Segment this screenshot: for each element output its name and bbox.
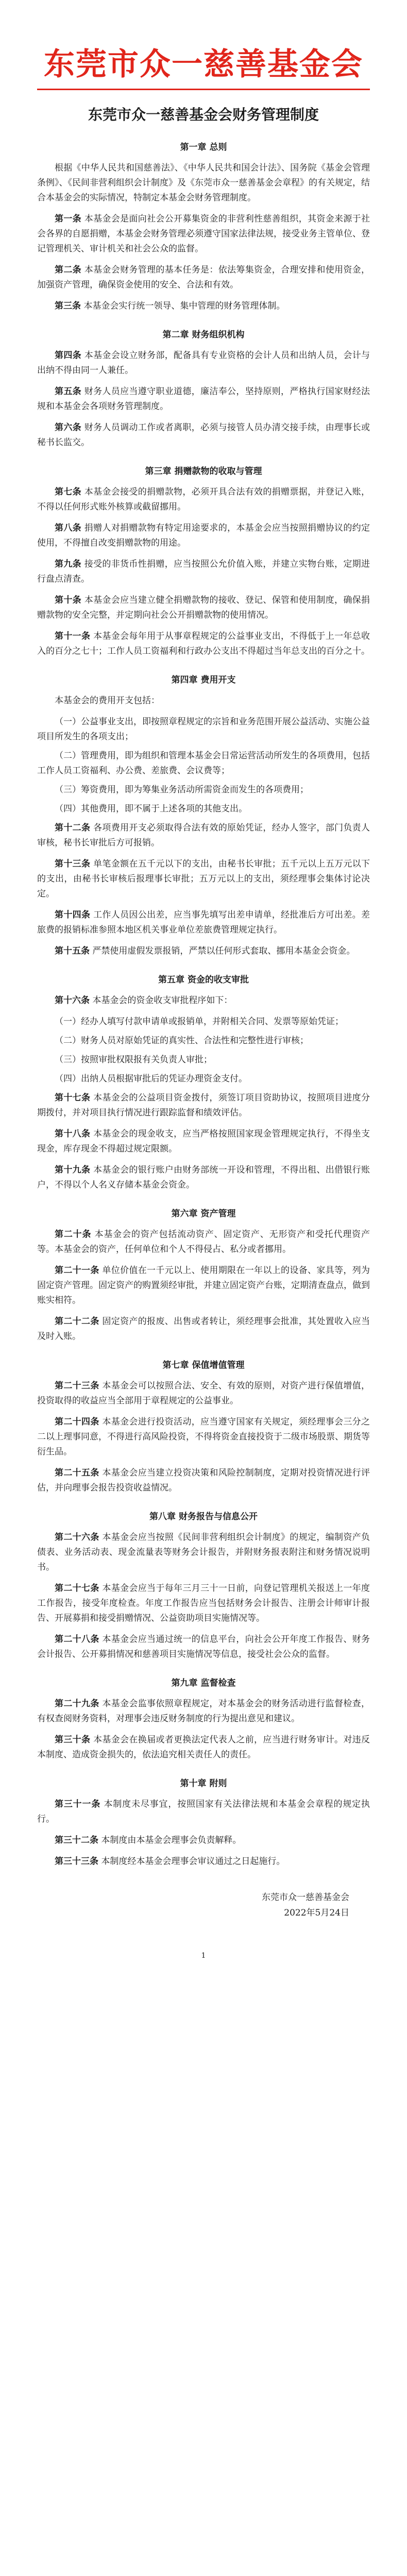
article-number: 第十三条 xyxy=(55,859,91,869)
article-number: 第二十七条 xyxy=(55,1583,99,1594)
paragraph-text: 本基金会财务管理的基本任务是：依法筹集资金，合理安排和使用资金，加强资产管理，确保资金使用的安全、合法和有效。 xyxy=(37,265,370,290)
list-item xyxy=(37,1014,370,1029)
signature-date: 2022年5月24日 xyxy=(284,1908,349,1918)
article-number: 第十一条 xyxy=(55,631,91,641)
paragraph-text: 本基金会监事依照章程规定，对本基金会的财务活动进行监督检查，有权查阅财务资料，对理事会违反财务制度的行为提出意见和建议。 xyxy=(37,1699,370,1724)
article-number: 第六条 xyxy=(55,422,81,433)
article-number: 第二十六条 xyxy=(55,1532,99,1543)
article-paragraph xyxy=(37,821,370,851)
article-number: 第十条 xyxy=(55,595,81,605)
article-paragraph xyxy=(37,1415,370,1460)
paragraph-text: （三）按照审批权限报有关负责人审批； xyxy=(55,1055,212,1065)
signature-block xyxy=(37,1890,370,1921)
masthead xyxy=(37,0,370,90)
paragraph-text: （二）财务人员对原始凭证的真实性、合法性和完整性进行审核； xyxy=(55,1036,309,1046)
list-item xyxy=(37,802,370,817)
article-paragraph xyxy=(37,1833,370,1848)
article-number: 第十四条 xyxy=(55,910,91,920)
paragraph-text: 本基金会接受的捐赠款物，必须开具合法有效的捐赠票据，并登记入账，不得以任何形式账外核算或截留挪用。 xyxy=(37,487,370,512)
chapter-heading: 第八章 财务报告与信息公开 xyxy=(149,1512,258,1522)
document-body xyxy=(37,140,370,1869)
article-number: 第二十八条 xyxy=(55,1634,99,1645)
article-number: 第十七条 xyxy=(55,1093,91,1103)
chapter-heading: 第六章 资产管理 xyxy=(171,1209,236,1219)
paragraph-text: 本基金会的资金收支审批程序如下： xyxy=(92,995,233,1006)
paragraph-text: 本制度由本基金会理事会负责解释。 xyxy=(101,1835,242,1845)
chapter-heading: 第二章 财务组织机构 xyxy=(162,330,245,340)
article-paragraph xyxy=(37,1530,370,1575)
article-paragraph xyxy=(37,212,370,257)
paragraph-text: 本基金会实行统一领导、集中管理的财务管理体制。 xyxy=(83,301,285,311)
chapter-heading: 第五章 资金的收支审批 xyxy=(158,975,249,985)
article-number: 第二十一条 xyxy=(55,1265,99,1276)
article-paragraph xyxy=(37,161,370,206)
paragraph-text: 本基金会应当按照《民间非营利组织会计制度》的规定，编制资产负债表、业务活动表、现金流量表等财务会计报告，并附财务报表附注和财务情况说明书。 xyxy=(37,1532,370,1572)
article-paragraph xyxy=(37,521,370,551)
article-paragraph xyxy=(37,1733,370,1762)
paragraph-text: 财务人员调动工作或者离职，必须与接管人员办清交接手续，由理事长或秘书长监交。 xyxy=(37,422,370,448)
article-number: 第三十二条 xyxy=(55,1835,98,1845)
paragraph-text: 工作人员因公出差，应当事先填写出差申请单，经批准后方可出差。差旅费的报销标准参照本地区机关事业单位差旅费管理规定执行。 xyxy=(37,910,370,935)
paragraph-text: 固定资产的报废、出售或者转让，须经理事会批准，其处置收入应当及时入账。 xyxy=(37,1316,370,1342)
paragraph-text: 单位价值在一千元以上、使用期限在一年以上的设备、家具等，列为固定资产管理。固定资产的购置须经审批，并建立固定资产台账，定期清查盘点，做到账实相符。 xyxy=(37,1265,370,1306)
article-paragraph xyxy=(37,1581,370,1626)
list-item xyxy=(37,783,370,798)
article-number: 第二十五条 xyxy=(55,1468,99,1478)
article-number: 第十六条 xyxy=(55,995,90,1006)
paragraph-text: 捐赠人对捐赠款物有特定用途要求的，本基金会应当按照捐赠协议的约定使用，不得擅自改变捐赠款物的用途。 xyxy=(37,523,370,548)
paragraph-text: 严禁使用虚假发票报销，严禁以任何形式套取、挪用本基金会资金。 xyxy=(92,946,355,956)
paragraph-text: （一）公益事业支出，即按照章程规定的宗旨和业务范围开展公益活动、实施公益项目所发生的各项支出； xyxy=(37,717,370,742)
paragraph-text: 各项费用开支必须取得合法有效的原始凭证，经办人签字，部门负责人审核，秘书长审批后方可报销。 xyxy=(37,823,370,848)
paragraph-text: （一）经办人填写付款申请单或报销单，并附相关合同、发票等原始凭证； xyxy=(55,1016,344,1027)
chapter-heading: 第四章 费用开支 xyxy=(171,675,236,685)
article-paragraph xyxy=(37,263,370,293)
article-number: 第二十条 xyxy=(55,1229,92,1240)
article-paragraph xyxy=(37,1127,370,1157)
article-number: 第二十四条 xyxy=(55,1417,99,1427)
paragraph-text: 本基金会是面向社会公开募集资金的非营利性慈善组织，其资金来源于社会各界的自愿捐赠，本基金会财务管理必须遵守国家法律法规，接受业务主管单位、登记管理机关、审计机关和社会公众的监督。 xyxy=(37,214,370,254)
article-number: 第八条 xyxy=(55,523,81,533)
article-paragraph xyxy=(37,1854,370,1869)
paragraph-text: （二）管理费用，即为组织和管理本基金会日常运营活动所发生的各项费用，包括工作人员工资福利、办公费、差旅费、会议费等； xyxy=(37,751,370,776)
article-number: 第九条 xyxy=(55,559,81,569)
paragraph-text: 本基金会的公益项目资金拨付，须签订项目资助协议，按照项目进度分期拨付，并对项目执行情况进行跟踪监督和绩效评估。 xyxy=(37,1093,370,1118)
page-number: 1 xyxy=(201,1952,206,1960)
paragraph-text: 财务人员应当遵守职业道德，廉洁奉公，坚持原则，严格执行国家财经法规和本基金会各项财务管理制度。 xyxy=(37,386,370,412)
paragraph-text: 本基金会的资产包括流动资产、固定资产、无形资产和受托代理资产等。本基金会的资产，任何单位和个人不得侵占、私分或者挪用。 xyxy=(37,1229,370,1255)
article-paragraph xyxy=(37,1379,370,1409)
article-paragraph xyxy=(37,944,370,959)
article-number: 第十五条 xyxy=(55,946,90,956)
article-paragraph xyxy=(37,299,370,314)
article-number: 第三条 xyxy=(55,301,81,311)
paragraph-text: 本基金会每年用于从事章程规定的公益事业支出，不得低于上一年总收入的百分之七十；工作人员工资福利和行政办公支出不得超过当年总支出的百分之十。 xyxy=(37,631,370,656)
paragraph-text: 接受的非货币性捐赠，应当按照公允价值入账，并建立实物台账，定期进行盘点清查。 xyxy=(37,559,370,584)
article-paragraph xyxy=(37,1697,370,1726)
article-number: 第二十九条 xyxy=(55,1699,99,1709)
article-paragraph xyxy=(37,629,370,659)
paragraph-text: 本基金会的银行账户由财务部统一开设和管理，不得出租、出借银行账户，不得以个人名义存储本基金会资金。 xyxy=(37,1165,370,1190)
paragraph-text: 本基金会应当通过统一的信息平台，向社会公开年度工作报告、财务会计报告、公开募捐情况和慈善项目实施情况等信息，接受社会公众的监督。 xyxy=(37,1634,370,1659)
article-number: 第七条 xyxy=(55,487,81,497)
chapter-heading: 第三章 捐赠款物的收取与管理 xyxy=(145,466,262,477)
article-paragraph xyxy=(37,1632,370,1662)
article-number: 第十八条 xyxy=(55,1129,91,1139)
paragraph-text: 本基金会应当建立投资决策和风险控制制度，定期对投资情况进行评估，并向理事会报告投资收益情况。 xyxy=(37,1468,370,1493)
article-number: 第三十三条 xyxy=(55,1856,98,1867)
paragraph-text: 根据《中华人民共和国慈善法》、《中华人民共和国会计法》、国务院《基金会管理条例》、《民间非营利组织会计制度》及《东莞市众一慈善基金会章程》的有关规定，结合本基金会的实际情况，特制定本基金会财务管理制度。 xyxy=(37,163,370,203)
article-paragraph xyxy=(37,1163,370,1193)
paragraph-text: 本制度经本基金会理事会审议通过之日起施行。 xyxy=(101,1856,285,1867)
article-paragraph xyxy=(37,1314,370,1344)
article-paragraph xyxy=(37,1263,370,1308)
list-item xyxy=(37,715,370,744)
list-item xyxy=(37,1072,370,1087)
article-paragraph xyxy=(37,384,370,414)
signature-org: 东莞市众一慈善基金会 xyxy=(262,1892,349,1903)
list-item xyxy=(37,1053,370,1067)
article-paragraph xyxy=(37,1466,370,1496)
paragraph-text: （四）其他费用，即不属于上述各项的其他支出。 xyxy=(55,804,247,814)
chapter-heading: 第七章 保值增值管理 xyxy=(162,1360,245,1370)
paragraph-text: 本基金会应当于每年三月三十一日前，向登记管理机关报送上一年度工作报告，接受年度检查。年度工作报告应当包括财务会计报告、注册会计师审计报告、开展募捐和接受捐赠情况、公益资助项目实施情况等。 xyxy=(37,1583,370,1623)
red-divider-line xyxy=(37,89,370,90)
article-paragraph xyxy=(37,1227,370,1257)
article-paragraph xyxy=(37,857,370,902)
paragraph-text: 本基金会进行投资活动，应当遵守国家有关规定，须经理事会三分之二以上理事同意，不得进行高风险投资，不得将资金直接投资于二级市场股票、期货等衍生品。 xyxy=(37,1417,370,1457)
article-paragraph xyxy=(37,693,370,708)
paragraph-text: 单笔金额在五千元以下的支出，由秘书长审批；五千元以上五万元以下的支出，由秘书长审核后报理事长审批；五万元以上的支出，须经理事会集体讨论决定。 xyxy=(37,859,370,899)
list-item xyxy=(37,749,370,778)
article-number: 第四条 xyxy=(55,350,81,361)
article-paragraph xyxy=(37,420,370,450)
paragraph-text: 本基金会可以按照合法、安全、有效的原则，对资产进行保值增值，投资取得的收益应当全部用于章程规定的公益事业。 xyxy=(37,1381,370,1406)
article-paragraph xyxy=(37,993,370,1008)
paragraph-text: 本基金会应当建立健全捐赠款物的接收、登记、保管和使用制度，确保捐赠款物的安全完整，并定期向社会公开捐赠款物的使用情况。 xyxy=(37,595,370,620)
article-number: 第十九条 xyxy=(55,1165,91,1175)
article-paragraph xyxy=(37,1797,370,1827)
paragraph-text: （三）筹资费用，即为筹集业务活动所需资金而发生的各项费用； xyxy=(55,785,309,795)
article-paragraph xyxy=(37,348,370,378)
chapter-heading: 第一章 总则 xyxy=(180,142,227,152)
paragraph-text: 本制度未尽事宜，按照国家有关法律法规和本基金会章程的规定执行。 xyxy=(37,1799,370,1824)
article-paragraph xyxy=(37,485,370,515)
article-paragraph xyxy=(37,593,370,623)
paragraph-text: （四）出纳人员根据审批后的凭证办理资金支付。 xyxy=(55,1074,247,1084)
article-paragraph xyxy=(37,557,370,587)
chapter-heading: 第九章 监督检查 xyxy=(171,1678,236,1688)
article-number: 第二十三条 xyxy=(55,1381,99,1391)
article-number: 第十二条 xyxy=(55,823,91,833)
paragraph-text: 本基金会设立财务部，配备具有专业资格的会计人员和出纳人员，会计与出纳不得由同一人兼任。 xyxy=(37,350,370,376)
paragraph-text: 本基金会的现金收支，应当严格按照国家现金管理规定执行，不得坐支现金，库存现金不得超过规定限额。 xyxy=(37,1129,370,1154)
article-number: 第五条 xyxy=(55,386,81,397)
article-number: 第二十二条 xyxy=(55,1316,99,1327)
article-paragraph xyxy=(37,908,370,938)
paragraph-text: 本基金会在换届或者更换法定代表人之前，应当进行财务审计。对违反本制度、造成资金损失的，依法追究相关责任人的责任。 xyxy=(37,1735,370,1760)
article-paragraph xyxy=(37,1091,370,1121)
paragraph-text: 本基金会的费用开支包括： xyxy=(55,696,160,706)
masthead-org-name: 东莞市众一慈善基金会 xyxy=(44,46,363,82)
article-number: 第三十一条 xyxy=(55,1799,101,1809)
list-item xyxy=(37,1033,370,1048)
chapter-heading: 第十章 附则 xyxy=(180,1778,227,1789)
document-title: 东莞市众一慈善基金会财务管理制度 xyxy=(88,106,319,123)
article-number: 第三十条 xyxy=(55,1735,91,1745)
article-number: 第二条 xyxy=(55,265,81,275)
article-number: 第一条 xyxy=(55,214,81,224)
